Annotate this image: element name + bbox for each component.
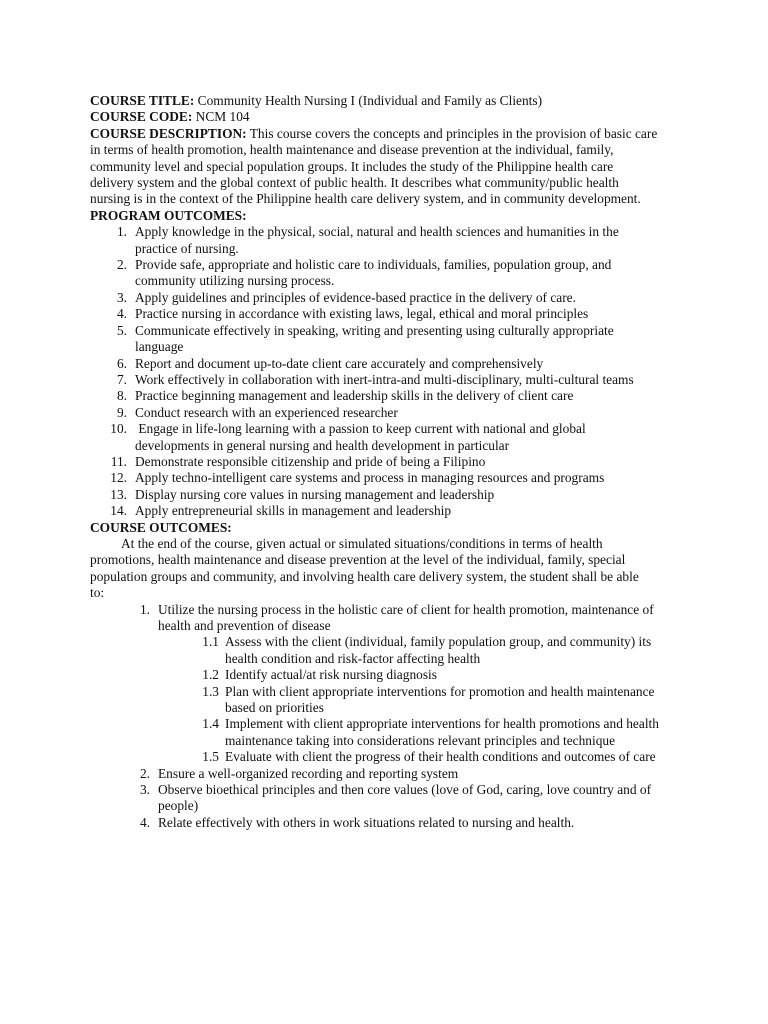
item-number: 10. — [110, 421, 127, 437]
item-number: 2. — [116, 257, 127, 273]
list-item — [90, 290, 680, 306]
course-description-label: COURSE DESCRIPTION: — [90, 125, 247, 141]
course-code-label: COURSE CODE: — [90, 109, 193, 125]
item-number: 5. — [116, 322, 127, 338]
item-number: 4. — [116, 306, 127, 322]
item-number: 8. — [116, 388, 127, 404]
subitem-text: Implement with client appropriate interventions for health promotions and health maintenance taking into considerations relevant principles and technique — [225, 716, 659, 748]
subitem-number: 1.4 — [202, 716, 219, 732]
sub-list-item — [90, 634, 680, 667]
item-number: 3. — [139, 782, 150, 798]
item-text: Communicate effectively in speaking, writing and presenting using culturally appropriate language — [135, 322, 614, 355]
item-number: 2. — [139, 765, 150, 781]
list-item — [90, 782, 680, 815]
item-number: 3. — [116, 289, 127, 305]
list-item — [90, 766, 680, 782]
list-item — [90, 454, 680, 470]
course-outcomes-list — [90, 602, 680, 635]
list-item — [90, 372, 680, 388]
list-item — [90, 421, 680, 454]
item-text: Work effectively in collaboration with inert-intra-and multi-disciplinary, multi-cultural teams — [135, 371, 634, 387]
item-text: Ensure a well-organized recording and reporting system — [158, 765, 459, 781]
item-text: Practice beginning management and leadership skills in the delivery of client care — [135, 388, 574, 404]
subitem-text: Identify actual/at risk nursing diagnosis — [225, 667, 437, 683]
item-number: 6. — [116, 355, 127, 371]
course-outcomes-heading: COURSE OUTCOMES: — [90, 519, 232, 535]
course-title-value: Community Health Nursing I (Individual and Family as Clients) — [197, 93, 543, 108]
subitem-text: Evaluate with client the progress of their health conditions and outcomes of care — [225, 749, 656, 765]
list-item — [90, 487, 680, 503]
item-text: Observe bioethical principles and then core values (love of God, caring, love country and of people) — [158, 782, 652, 814]
sub-list-item — [90, 716, 680, 749]
course-code-line — [90, 109, 680, 125]
item-number: 11. — [110, 453, 127, 469]
item-text: Apply guidelines and principles of evidence-based practice in the delivery of care. — [135, 289, 576, 305]
sub-list-item — [90, 684, 680, 717]
item-number: 9. — [116, 404, 127, 420]
course-outcomes-intro: At the end of the course, given actual or simulated situations/conditions in terms of health promotions, health maintenance and disease prevention at the level of the individual, family, special population groups and community, and involving health care delivery system, the student shall be able to: — [90, 535, 639, 601]
course-outcomes-list-continued — [90, 766, 680, 832]
item-text: Conduct research with an experienced researcher — [135, 404, 398, 420]
item-text: Apply techno-intelligent care systems and process in managing resources and programs — [135, 470, 605, 486]
item-text: Engage in life-long learning with a passion to keep current with national and global developments in general nursing and health development in particular — [135, 421, 590, 453]
course-title-label: COURSE TITLE: — [90, 93, 195, 108]
item-text: Apply entrepreneurial skills in management and leadership — [135, 503, 452, 519]
subitem-text: Plan with client appropriate interventions for promotion and health maintenance based on priorities — [225, 683, 655, 716]
program-outcomes-list — [90, 224, 680, 519]
subitem-number: 1.2 — [202, 667, 219, 683]
item-text: Provide safe, appropriate and holistic care to individuals, families, population group, and community utilizing nursing process. — [135, 257, 612, 289]
item-number: 4. — [139, 814, 150, 830]
list-item — [90, 815, 680, 831]
subitem-text: Assess with the client (individual, family population group, and community) its health condition and risk-factor affecting health — [225, 634, 652, 666]
item-text: Utilize the nursing process in the holistic care of client for health promotion, maintenance of health and prevention of disease — [158, 601, 654, 633]
list-item — [90, 602, 680, 635]
list-item — [90, 323, 680, 356]
item-text: Demonstrate responsible citizenship and pride of being a Filipino — [135, 453, 486, 469]
item-number: 12. — [110, 470, 127, 486]
subitem-number: 1.5 — [202, 749, 219, 765]
item-number: 1. — [116, 224, 127, 240]
item-text: Practice nursing in accordance with existing laws, legal, ethical and moral principles — [135, 306, 589, 322]
list-item — [90, 388, 680, 404]
item-text: Report and document up-to-date client care accurately and comprehensively — [135, 355, 544, 371]
item-number: 14. — [110, 503, 127, 519]
program-outcomes-heading: PROGRAM OUTCOMES: — [90, 207, 247, 223]
list-item — [90, 224, 680, 257]
item-number: 1. — [139, 601, 150, 617]
item-text: Relate effectively with others in work situations related to nursing and health. — [158, 814, 575, 830]
course-description — [90, 126, 660, 208]
document-page — [90, 93, 680, 831]
list-item — [90, 470, 680, 486]
list-item — [90, 306, 680, 322]
item-text: Apply knowledge in the physical, social, natural and health sciences and humanities in the practice of nursing. — [135, 224, 619, 256]
sub-list-item — [90, 667, 680, 683]
course-title-line — [90, 93, 680, 109]
sub-list-item — [90, 749, 680, 765]
list-item — [90, 356, 680, 372]
item-number: 13. — [110, 486, 127, 502]
item-number: 7. — [116, 371, 127, 387]
list-item — [90, 257, 680, 290]
item-text: Display nursing core values in nursing management and leadership — [135, 486, 495, 502]
course-code-value: NCM 104 — [195, 109, 250, 125]
course-outcome-subitems — [90, 634, 680, 765]
list-item — [90, 503, 680, 519]
list-item — [90, 405, 680, 421]
subitem-number: 1.3 — [202, 683, 219, 699]
subitem-number: 1.1 — [202, 634, 219, 650]
course-description-text: This course covers the concepts and principles in the provision of basic care in terms of health promotion, health maintenance and disease prevention at the individual, family, community level and special population groups. It includes the study of the Philippine health care delivery system and the global context of public health. It describes what community/public health nursing is in the context of the Philippine health care delivery system, and in community development. — [90, 125, 658, 207]
